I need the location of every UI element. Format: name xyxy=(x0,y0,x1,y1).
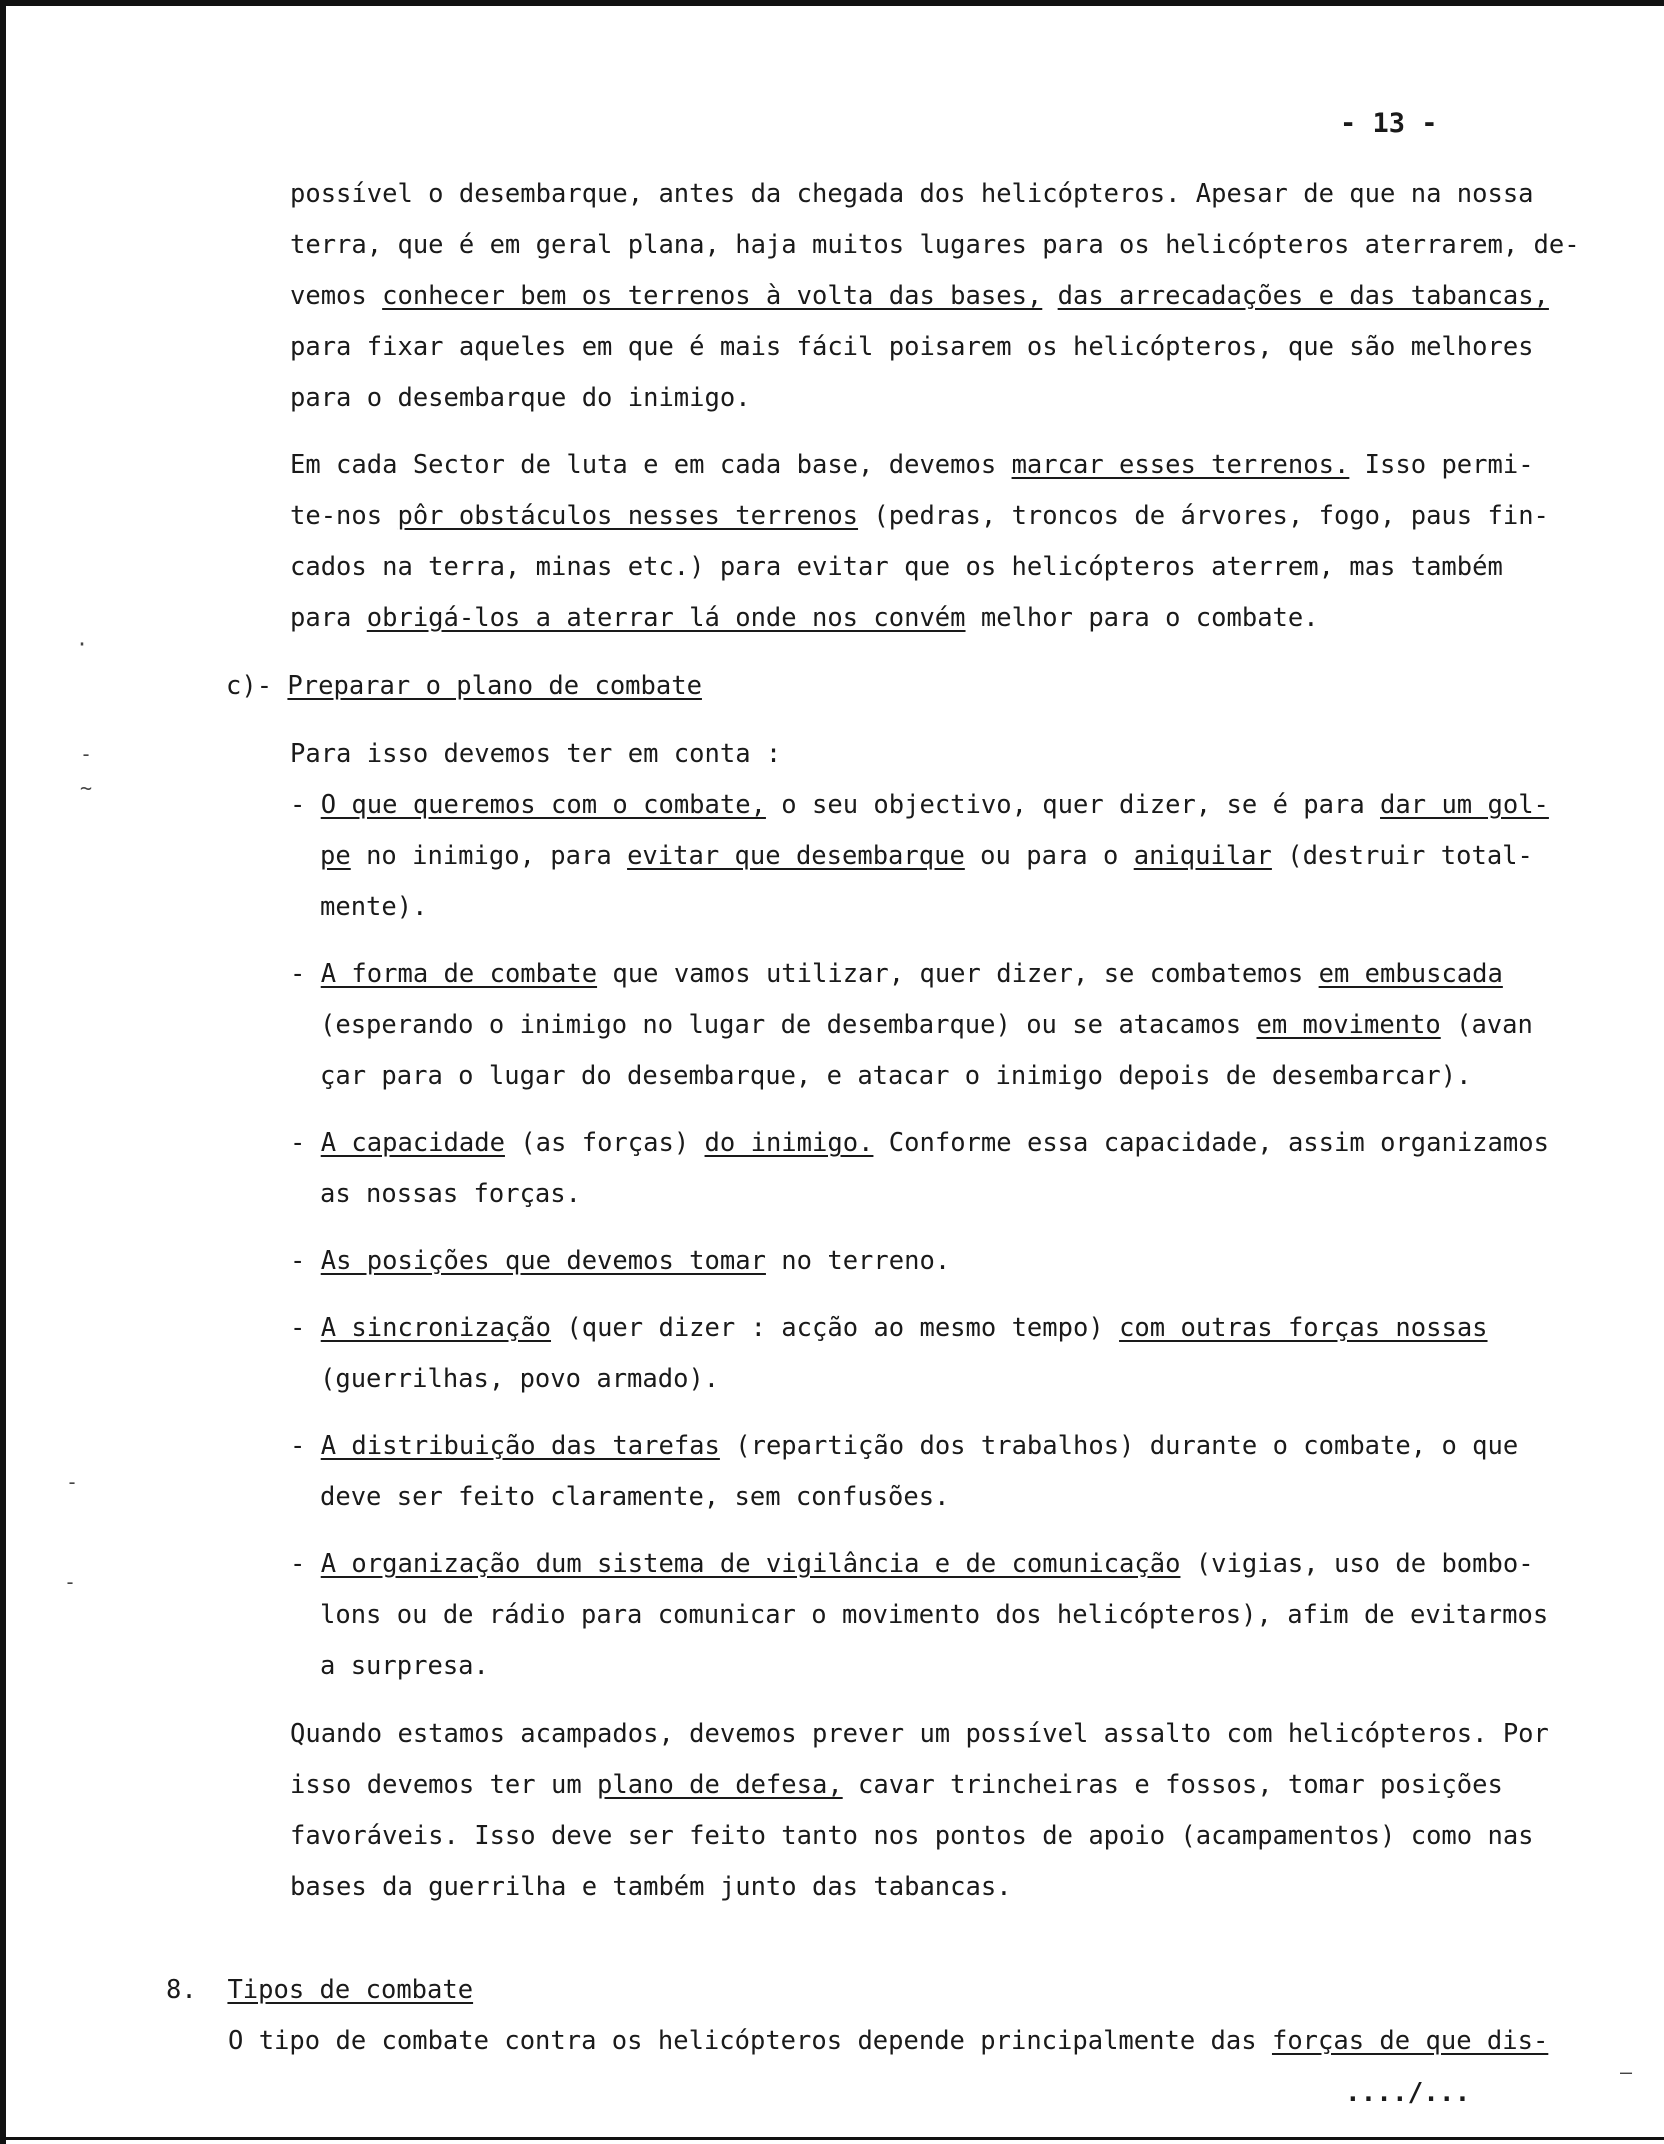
text-segment: cavar trincheiras e fossos, tomar posições xyxy=(842,1770,1503,1800)
list-item-1-line-2 xyxy=(320,839,1533,873)
underlined-text: em embuscada xyxy=(1318,959,1503,989)
section-8-heading xyxy=(166,1973,473,2007)
bullet-dash: - xyxy=(290,1313,321,1343)
paragraph-1-line-2: terra, que é em geral plana, haja muitos lugares para os helicópteros aterrarem, de- xyxy=(290,230,1580,260)
underlined-text: conhecer bem os terrenos à volta das bases, xyxy=(382,281,1043,311)
paragraph-1-line-3 xyxy=(290,279,1549,313)
underlined-text: A forma de combate xyxy=(320,959,598,989)
section-title: Preparar o plano de combate xyxy=(287,671,702,701)
underlined-text: marcar esses terrenos. xyxy=(1011,450,1350,480)
text-segment: o seu objectivo, quer dizer, se é para xyxy=(765,790,1381,820)
underlined-text: obrigá-los a aterrar lá onde nos convém xyxy=(366,603,966,633)
paragraph-2-line-1 xyxy=(290,448,1534,482)
underlined-text: forças de que dis- xyxy=(1271,2026,1549,2056)
text-segment: que vamos utilizar, quer dizer, se combatemos xyxy=(597,959,1319,989)
paragraph-1-line-5: para o desembarque do inimigo. xyxy=(290,383,751,413)
scan-mark: - xyxy=(64,1570,77,1594)
paragraph-2-line-3: cados na terra, minas etc.) para evitar que os helicópteros aterrem, mas também xyxy=(290,552,1503,582)
section-marker: c)- xyxy=(226,671,273,701)
scan-mark: - xyxy=(66,1470,79,1494)
scan-mark: - xyxy=(80,742,93,766)
underlined-text: A capacidade xyxy=(320,1128,505,1158)
page-border-left xyxy=(0,0,6,2144)
scan-mark: ~ xyxy=(80,776,93,800)
scan-mark: · xyxy=(76,632,89,656)
list-item-3-line-1 xyxy=(290,1126,1549,1160)
text-segment: melhor para o combate. xyxy=(965,603,1319,633)
list-item-2-line-3: çar para o lugar do desembarque, e atacar o inimigo depois de desembarcar). xyxy=(320,1061,1472,1091)
bullet-dash: - xyxy=(290,959,321,989)
paragraph-2-line-4 xyxy=(290,601,1319,635)
list-item-4-line-1 xyxy=(290,1244,950,1278)
scan-mark: — xyxy=(1620,2060,1633,2084)
page-border-top xyxy=(0,0,1664,6)
section-c-intro: Para isso devemos ter em conta : xyxy=(290,739,782,769)
underlined-text: O que queremos com o combate, xyxy=(320,790,766,820)
text-segment xyxy=(1042,281,1057,311)
underlined-text: pôr obstáculos nesses terrenos xyxy=(397,501,859,531)
text-segment: no terreno. xyxy=(765,1246,951,1276)
paragraph-3-line-2 xyxy=(290,1768,1503,1802)
text-segment: Conforme essa capacidade, assim organizamos xyxy=(873,1128,1549,1158)
list-item-3-line-2: as nossas forças. xyxy=(320,1179,581,1209)
underlined-text: com outras forças nossas xyxy=(1119,1313,1488,1343)
text-segment: no inimigo, para xyxy=(350,841,628,871)
text-segment: (destruir total- xyxy=(1271,841,1533,871)
page-border-bottom xyxy=(0,2137,1664,2140)
text-segment: te-nos xyxy=(290,501,398,531)
underlined-text: do inimigo. xyxy=(704,1128,874,1158)
text-segment: para xyxy=(290,603,367,633)
text-segment: (vigias, uso de bombo- xyxy=(1180,1549,1534,1579)
text-segment: Isso permi- xyxy=(1349,450,1534,480)
section-c-heading xyxy=(226,669,702,703)
underlined-text: em movimento xyxy=(1256,1010,1441,1040)
bullet-dash: - xyxy=(290,1431,321,1461)
list-item-5-line-1 xyxy=(290,1311,1488,1345)
underlined-text: das arrecadações e das tabancas, xyxy=(1057,281,1549,311)
paragraph-3-line-1: Quando estamos acampados, devemos prever um possível assalto com helicópteros. Por xyxy=(290,1719,1549,1749)
list-item-7-line-2: lons ou de rádio para comunicar o movimento dos helicópteros), afim de evitarmos xyxy=(320,1600,1549,1630)
underlined-text: evitar que desembarque xyxy=(627,841,965,871)
page-number: - 13 - xyxy=(1340,108,1438,139)
underlined-text: aniquilar xyxy=(1133,841,1272,871)
list-item-6-line-2: deve ser feito claramente, sem confusões. xyxy=(320,1482,950,1512)
paragraph-3-line-4: bases da guerrilha e também junto das tabancas. xyxy=(290,1872,1012,1902)
underlined-text: A distribuição das tarefas xyxy=(320,1431,720,1461)
text-segment: isso devemos ter um xyxy=(290,1770,598,1800)
bullet-dash: - xyxy=(290,1246,321,1276)
text-segment: O tipo de combate contra os helicópteros depende principalmente das xyxy=(228,2026,1272,2056)
list-item-7-line-1 xyxy=(290,1547,1534,1581)
bullet-dash: - xyxy=(290,1128,321,1158)
underlined-text: A organização dum sistema de vigilância e de comunicação xyxy=(320,1549,1181,1579)
list-item-5-line-2: (guerrilhas, povo armado). xyxy=(320,1364,720,1394)
text-segment: ou para o xyxy=(964,841,1134,871)
text-segment: (esperando o inimigo no lugar de desembarque) ou se atacamos xyxy=(320,1010,1257,1040)
underlined-text: plano de defesa, xyxy=(597,1770,843,1800)
list-item-7-line-3: a surpresa. xyxy=(320,1651,489,1681)
list-item-1-line-1 xyxy=(290,788,1549,822)
paragraph-1-line-4: para fixar aqueles em que é mais fácil poisarem os helicópteros, que são melhores xyxy=(290,332,1534,362)
underlined-text: As posições que devemos tomar xyxy=(320,1246,766,1276)
paragraph-1-line-1: possível o desembarque, antes da chegada dos helicópteros. Apesar de que na nossa xyxy=(290,179,1534,209)
text-segment: (repartição dos trabalhos) durante o combate, o que xyxy=(719,1431,1519,1461)
section-title: Tipos de combate xyxy=(227,1975,474,2005)
list-item-2-line-1 xyxy=(290,957,1503,991)
text-segment: (pedras, troncos de árvores, fogo, paus fin- xyxy=(858,501,1549,531)
section-marker: 8. xyxy=(166,1975,197,2005)
list-item-1-line-3: mente). xyxy=(320,892,428,922)
bullet-dash: - xyxy=(290,1549,321,1579)
bullet-dash: - xyxy=(290,790,321,820)
paragraph-3-line-3: favoráveis. Isso deve ser feito tanto nos pontos de apoio (acampamentos) como nas xyxy=(290,1821,1534,1851)
section-8-line-1 xyxy=(228,2024,1548,2058)
text-segment: Em cada Sector de luta e em cada base, devemos xyxy=(290,450,1012,480)
underlined-text: dar um gol- xyxy=(1380,790,1549,820)
text-segment: vemos xyxy=(290,281,383,311)
underlined-text: pe xyxy=(320,841,351,871)
text-segment: (quer dizer : acção ao mesmo tempo) xyxy=(551,1313,1120,1343)
list-item-6-line-1 xyxy=(290,1429,1518,1463)
paragraph-2-line-2 xyxy=(290,499,1549,533)
text-segment: (as forças) xyxy=(504,1128,705,1158)
continuation-marker: ..../... xyxy=(1345,2078,1471,2108)
list-item-2-line-2 xyxy=(320,1008,1533,1042)
text-segment: (avan xyxy=(1440,1010,1533,1040)
underlined-text: A sincronização xyxy=(320,1313,552,1343)
